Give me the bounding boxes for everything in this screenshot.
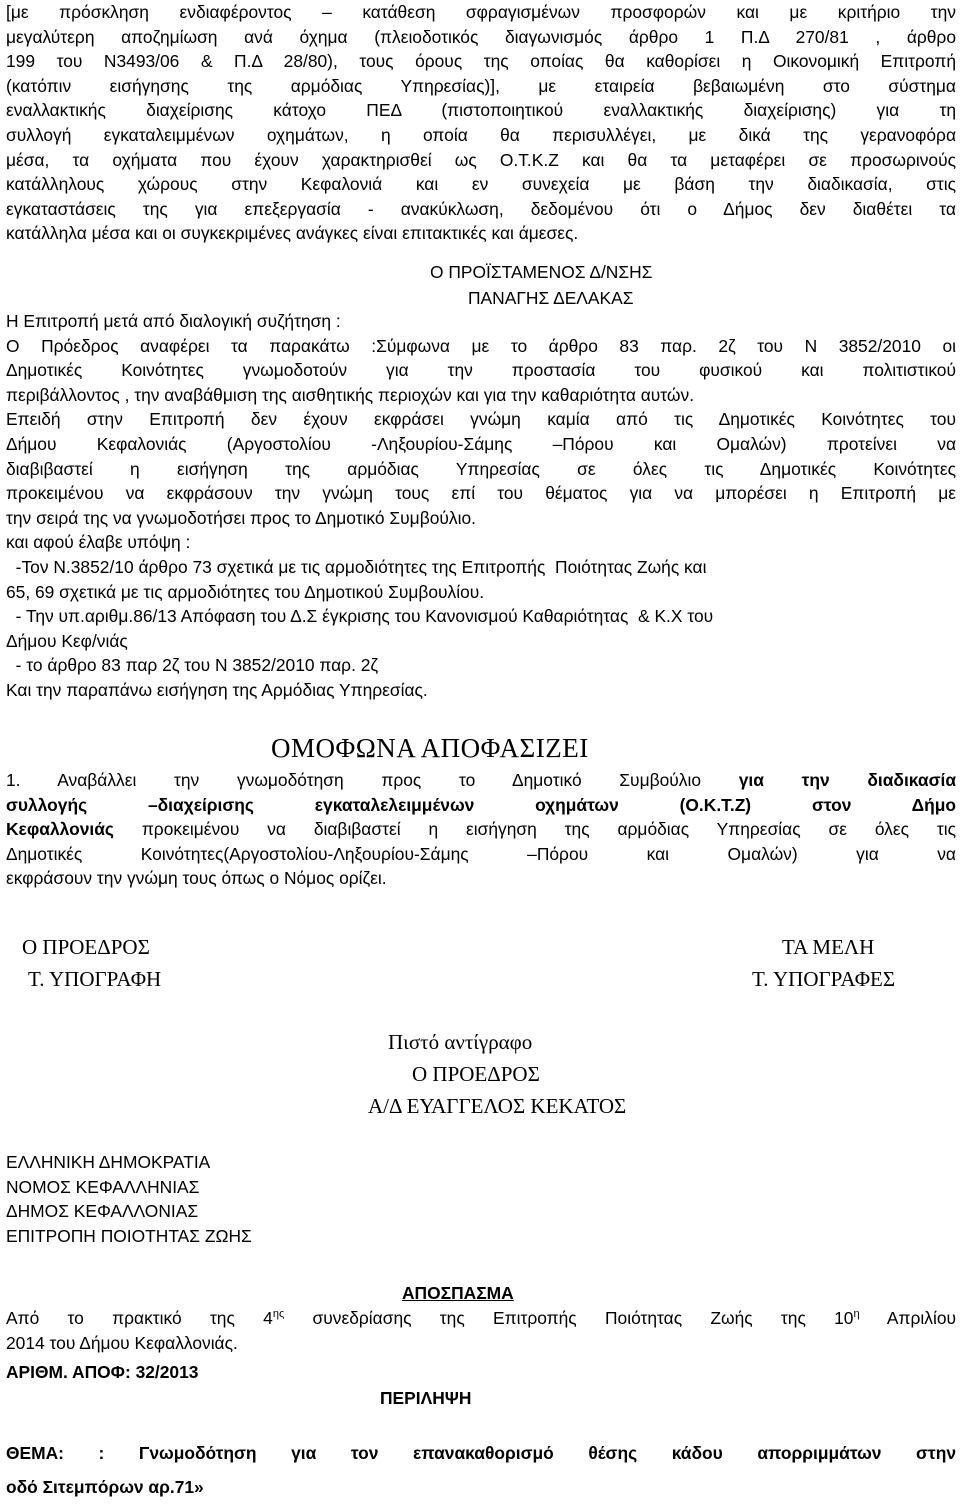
superscript: ης	[272, 1308, 285, 1321]
president-signature: Τ. ΥΠΟΓΡΑΦΗ	[28, 967, 162, 991]
text-line: [με πρόσκληση ενδιαφέροντος – κατάθεση σφραγισμένων προσφορών και με κριτήριο την	[6, 2, 956, 22]
text-line: συλλογή εγκαταλειμμένων οχημάτων, η οποία θα περισυλλέγει, με δικά της γερανοφόρα	[6, 124, 956, 145]
text-line: -Τον Ν.3852/10 άρθρο 73 σχετικά με τις αρμοδιότητες της Επιτροπής Ποιότητας Ζωής και	[6, 556, 707, 577]
text-line: κατάλληλα μέσα και οι συγκεκριμένες ανάγκες είναι επιτακτικές και άμεσες.	[6, 223, 579, 244]
members-label: ΤΑ ΜΕΛΗ	[782, 935, 875, 959]
text-line: Δημοτικές Κοινότητες(Αργοστολίου-Ληξουρίου-Σάμης –Πόρου και Ομαλών) για να	[6, 843, 956, 864]
decision-text: 1. Αναβάλλει την γνωμοδότηση προς το Δημοτικό Συμβούλιο	[6, 770, 739, 790]
extract-text: Από το πρακτικό της 4	[6, 1308, 273, 1328]
text-line	[6, 1306, 956, 1331]
text-line: Δημοτικές Κοινότητες γνωμοδοτούν για την προστασία του φυσικού και πολιτιστικού	[6, 360, 956, 381]
true-copy-title: Ο ΠΡΟΕΔΡΟΣ	[412, 1062, 540, 1086]
text-line: και αφού έλαβε υπόψη :	[6, 532, 191, 553]
summary-title: ΠΕΡΙΛΗΨΗ	[380, 1388, 472, 1408]
text-line: Επειδή στην Επιτροπή δεν έχουν εκφράσει γνώμη καμία από τις Δημοτικές Κοινότητες του	[6, 409, 956, 430]
text-line	[6, 768, 956, 793]
text-line: Δήμου Κεφαλονιάς (Αργοστολίου -Ληξουρίου-Σάμης –Πόρου και Ομαλών) προτείνει να	[6, 433, 956, 454]
text-line: συλλογής –διαχείρισης εγκαταλελειμμένων οχημάτων (Ο.Κ.Τ.Ζ) στον Δήμο	[6, 794, 956, 815]
decision-bold-text: για την διαδικασία	[738, 770, 957, 790]
text-line: εναλλακτικής διαχείρισης κάτοχο ΠΕΔ (πιστοποιητικού εναλλακτικής διαχείρισης) για τη	[6, 100, 956, 121]
true-copy-name: Α/Δ ΕΥΑΓΓΕΛΟΣ ΚΕΚΑΤΟΣ	[368, 1094, 627, 1118]
extract-text: Απριλίου	[859, 1308, 957, 1328]
extract-title: ΑΠΟΣΠΑΣΜΑ	[402, 1283, 514, 1303]
intro-paragraph	[6, 0, 956, 246]
decision-text: προκειμένου να διαβιβαστεί η εισήγηση της αρμόδιας Υπηρεσίας σε όλες τις	[113, 819, 956, 840]
members-signature: Τ. ΥΠΟΓΡΑΦΕΣ	[752, 967, 896, 991]
text-line: Και την παραπάνω εισήγηση της Αρμόδιας Υπηρεσίας.	[6, 679, 428, 700]
text-line: - Την υπ.αριθμ.86/13 Απόφαση του Δ.Σ έγκρισης του Κανονισμού Καθαριότητας & Κ.Χ του	[6, 606, 714, 627]
decision-heading: ΟΜΟΦΩΝΑ ΑΠΟΦΑΣΙΖΕΙ	[271, 733, 589, 763]
text-line: (κατόπιν εισήγησης της αρμόδιας Υπηρεσίας)], με εταιρεία βεβαιωμένη στο σύστημα	[6, 75, 956, 96]
issuer-block	[6, 1150, 406, 1248]
text-line: Η Επιτροπή μετά από διαλογική συζήτηση :	[6, 311, 341, 331]
text-line: κατάλληλους χώρους στην Κεφαλονιά και εν συνεχεία με βάση την διαδικασία, στις	[6, 174, 956, 195]
text-line: ΕΠΙΤΡΟΠΗ ΠΟΙΟΤΗΤΑΣ ΖΩΗΣ	[6, 1225, 252, 1246]
text-line: Ο Πρόεδρος αναφέρει τα παρακάτω :Σύμφωνα με το άρθρο 83 παρ. 2ζ του Ν 3852/2010 οι	[6, 335, 956, 356]
text-line: την σειρά της να γνωμοδοτήσει προς το Δημοτικό Συμβούλιο.	[6, 507, 476, 528]
extract-text: συνεδρίασης της Επιτροπής Ποιότητας Ζωής της 10	[284, 1308, 854, 1328]
text-line: διαβιβαστεί η εισήγηση της αρμόδιας Υπηρεσίας σε όλες τις Δημοτικές Κοινότητες	[6, 458, 956, 479]
text-line: Δήμου Κεφ/νιάς	[6, 630, 128, 651]
director-name: ΠΑΝΑΓΗΣ ΔΕΛΑΚΑΣ	[468, 288, 634, 308]
decision-bold-text: Κεφαλλονιάς	[6, 819, 114, 840]
text-line: μεγαλύτερη αποζημίωση ανά όχημα (πλειοδοτικός διαγωνισμός άρθρο 1 Π.Δ 270/81 , άρθρο	[6, 26, 956, 47]
text-line: οδό Σιτεμπόρων αρ.71»	[6, 1477, 204, 1497]
subject-paragraph	[6, 1436, 956, 1504]
text-line: μέσα, τα οχήματα που έχουν χαρακτηρισθεί ως Ο.Τ.Κ.Ζ και θα τα μεταφέρει σε προσωρινούς	[6, 149, 956, 170]
decision-paragraph	[6, 768, 956, 891]
text-line: 199 του Ν3493/06 & Π.Δ 28/80), τους όρους της οποίας θα καθορίσει η Οικονομική Επιτροπή	[6, 51, 956, 72]
text-line: προκειμένου να εκφράσουν την γνώμη τους επί του θέματος για να μπορέσει η Επιτροπή με	[6, 483, 956, 504]
text-line: περιβάλλοντος , την αναβάθμιση της αισθητικής περιοχών και για την καθαριότητα αυτών.	[6, 384, 695, 405]
director-title: Ο ΠΡΟΪΣΤΑΜΕΝΟΣ Δ/ΝΣΗΣ	[430, 262, 653, 282]
true-copy-label: Πιστό αντίγραφο	[388, 1030, 533, 1054]
text-line: 2014 του Δήμου Κεφαλλονιάς.	[6, 1332, 238, 1353]
discussion-paragraph	[6, 309, 956, 703]
text-line: εκφράσουν την γνώμη τους όπως ο Νόμος ορίζει.	[6, 868, 387, 889]
text-line: 65, 69 σχετικά με τις αρμοδιότητες του Δημοτικού Συμβουλίου.	[6, 581, 485, 602]
president-label: Ο ΠΡΟΕΔΡΟΣ	[22, 935, 150, 959]
text-line: - το άρθρο 83 παρ 2ζ του Ν 3852/2010 παρ. 2ζ	[6, 655, 379, 676]
text-line: ΘΕΜΑ: : Γνωμοδότηση για τον επανακαθορισμό θέσης κάδου απορριμμάτων στην	[6, 1443, 956, 1463]
text-line: ΔΗΜΟΣ ΚΕΦΑΛΛΟΝΙΑΣ	[6, 1201, 199, 1222]
text-line: ΕΛΛΗΝΙΚΗ ΔΗΜΟΚΡΑΤΙΑ	[6, 1152, 211, 1172]
text-line	[6, 817, 956, 842]
text-line: ΝΟΜΟΣ ΚΕΦΑΛΛΗΝΙΑΣ	[6, 1176, 200, 1197]
decision-number: ΑΡΙΘΜ. ΑΠΟΦ: 32/2013	[6, 1362, 199, 1382]
text-line: εγκαταστάσεις της για επεξεργασία - ανακύκλωση, δεδομένου ότι ο Δήμος δεν διαθέτει τα	[6, 198, 956, 219]
extract-paragraph	[6, 1306, 956, 1355]
superscript: η	[853, 1308, 860, 1321]
